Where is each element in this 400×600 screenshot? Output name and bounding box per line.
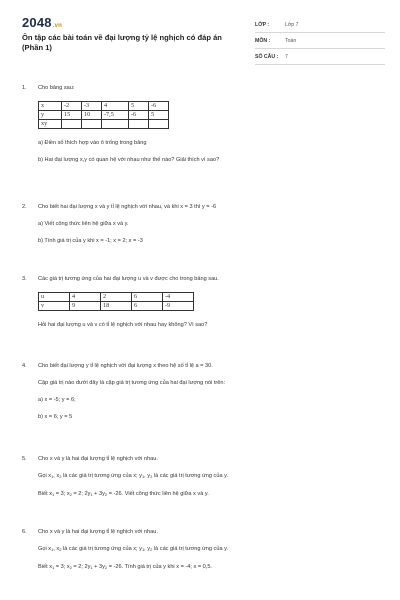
question-line: Biết $x_1 = 3$; $x_2 = 2$; $2y_1 + 3y_2 = -26$. Tính giá trị của y khi x = -4; x = 0,5. — [38, 564, 212, 570]
logo-text: 2048 — [22, 15, 52, 30]
question-number: 6. — [22, 529, 27, 535]
question-part-a: a) Viết công thức liên hệ giữa x và y. — [38, 221, 129, 227]
table-cell: -6 — [149, 102, 169, 111]
table-cell: u — [39, 293, 70, 302]
table-cell — [62, 120, 82, 129]
data-table — [38, 101, 169, 129]
table-row — [39, 293, 194, 302]
question-intro: Cho biết hai đại lượng x và y tỉ lệ nghịch với nhau, và khi x = 3 thì y = -6 — [38, 204, 217, 210]
question-part-a: a) x = -5; y = 6; — [38, 397, 76, 403]
table-row — [39, 111, 169, 120]
table-cell: -6 — [129, 111, 149, 120]
meta-label: MÔN : — [255, 37, 271, 44]
meta-row-subject — [255, 33, 385, 49]
meta-value: Lớp 7 — [285, 21, 299, 28]
table-cell: v — [39, 302, 70, 311]
table-cell: xy — [39, 120, 62, 129]
page-title: Ôn tập các bài toán về đại lượng tỷ lệ nghịch có đáp án (Phần 1) — [22, 33, 222, 52]
question-6 — [22, 528, 382, 581]
table-row — [39, 120, 169, 129]
table-cell: 4 — [102, 102, 129, 111]
question-intro: Cho bảng sau: — [38, 85, 75, 91]
table-cell: 15 — [62, 111, 82, 120]
question-number: 3. — [22, 276, 27, 282]
question-3 — [22, 275, 382, 338]
question-intro: Cho x và y là hai đại lượng tỉ lệ nghịch với nhau. — [38, 456, 158, 462]
question-text: Hỏi hai đại lượng u và v có tỉ lệ nghịch với nhau hay không? Vì sao? — [38, 322, 208, 328]
question-line: Gọi $x_1$, $x_2$ là các giá trị tương ứng của x; $y_1$, $y_2$ là các giá trị tương ứng của y. — [38, 473, 229, 479]
table-row — [39, 102, 169, 111]
table-cell: 9 — [70, 302, 101, 311]
table-cell — [129, 120, 149, 129]
meta-panel — [255, 17, 385, 65]
table-cell: y — [39, 111, 62, 120]
table-cell: -3 — [82, 102, 102, 111]
table-cell: 4 — [70, 293, 101, 302]
question-part-b: b) Tính giá trị của y khi x = -1; x = 2; x = -3 — [38, 238, 143, 244]
question-1 — [22, 84, 382, 173]
question-intro: Cho biết đại lượng y tỉ lệ nghịch với đại lượng x theo hệ số tỉ lệ a = 30. — [38, 363, 213, 369]
site-logo[interactable] — [22, 15, 62, 30]
question-4 — [22, 362, 382, 430]
table-cell: 2 — [101, 293, 132, 302]
table-cell: -7,5 — [102, 111, 129, 120]
question-number: 2. — [22, 204, 27, 210]
question-line: Gọi $x_1$, $x_2$ là các giá trị tương ứng của x; $y_1$, $y_2$ là các giá trị tương ứng của y. — [38, 546, 229, 552]
question-2 — [22, 203, 382, 254]
table-cell: 10 — [82, 111, 102, 120]
meta-value: Toán — [285, 37, 297, 44]
meta-label: LỚP : — [255, 21, 270, 28]
question-part-a: a) Điền số thích hợp vào ô trống trong bảng — [38, 140, 147, 146]
table-cell: 18 — [101, 302, 132, 311]
table-cell: 5 — [129, 102, 149, 111]
question-intro: Cho x và y là hai đại lượng tỉ lệ nghịch với nhau. — [38, 529, 158, 535]
question-intro: Các giá trị tương ứng của hai đại lượng u và v được cho trong bảng sau. — [38, 276, 219, 282]
table-cell — [102, 120, 129, 129]
question-number: 1. — [22, 85, 27, 91]
table-cell: -2 — [62, 102, 82, 111]
question-line: Biết $x_1 = 3$; $x_2 = 2$; $2y_1 + 3y_2 = -26$. Viết công thức liên hệ giữa x và y. — [38, 491, 209, 497]
logo-suffix: .vn — [52, 23, 63, 29]
question-text: Cặp giá trị nào dưới đây là cặp giá trị tương ứng của hai đại lượng nói trên: — [38, 380, 226, 386]
table-row — [39, 302, 194, 311]
meta-label: SỐ CÂU : — [255, 53, 279, 60]
table-cell: 6 — [132, 293, 163, 302]
meta-row-count — [255, 49, 385, 65]
table-cell: 6 — [132, 302, 163, 311]
question-number: 4. — [22, 363, 27, 369]
table-cell: 5 — [149, 111, 169, 120]
question-5 — [22, 455, 382, 508]
meta-row-class — [255, 17, 385, 33]
question-part-b: b) x = 6; y = 5 — [38, 414, 73, 420]
table-cell: -9 — [163, 302, 194, 311]
table-cell — [149, 120, 169, 129]
table-cell: x — [39, 102, 62, 111]
question-number: 5. — [22, 456, 27, 462]
data-table — [38, 292, 194, 311]
table-cell: -4 — [163, 293, 194, 302]
question-part-b: b) Hai đại lượng x,y có quan hệ với nhau như thế nào? Giải thích vì sao? — [38, 157, 220, 163]
meta-value: 7 — [285, 53, 288, 60]
table-cell — [82, 120, 102, 129]
